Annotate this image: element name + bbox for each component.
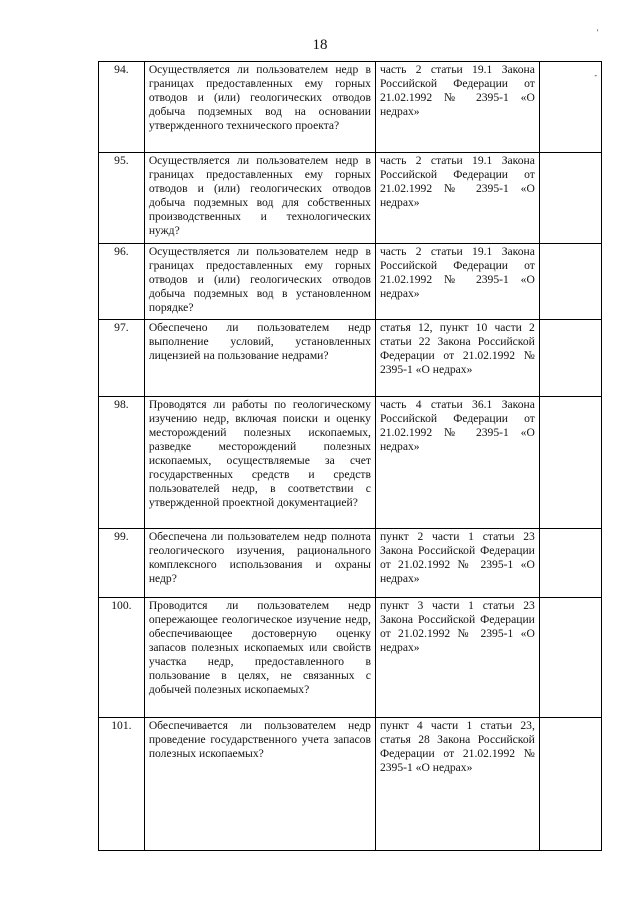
table-row <box>99 244 602 320</box>
table-row <box>99 598 602 718</box>
empty-cell <box>539 244 601 320</box>
empty-cell <box>539 598 601 718</box>
empty-cell <box>539 529 601 598</box>
checklist-table <box>98 61 602 851</box>
legal-reference-cell: часть 2 статьи 19.1 Закона Российской Федерации от 21.02.1992 № 2395-1 «О недрах» <box>375 244 539 320</box>
empty-cell <box>539 62 601 153</box>
question-cell: Осуществляется ли пользователем недр в границах предоставленных ему горных отводов и (или) геологических отводов добыча подземных вод для собственных производственных и технологических нужд? <box>144 153 375 244</box>
row-number: 99. <box>99 529 145 598</box>
legal-reference-cell: часть 2 статьи 19.1 Закона Российской Федерации от 21.02.1992 № 2395-1 «О недрах» <box>375 62 539 153</box>
legal-reference-cell: пункт 2 части 1 статьи 23 Закона Российской Федерации от 21.02.1992 № 2395-1 «О недрах» <box>375 529 539 598</box>
empty-cell <box>539 718 601 851</box>
row-number: 94. <box>99 62 145 153</box>
corner-mark: ' <box>597 28 599 37</box>
table-row <box>99 397 602 529</box>
question-cell: Обеспечено ли пользователем недр выполнение условий, установленных лицензией на пользование недрами? <box>144 320 375 397</box>
legal-reference-cell: статья 12, пункт 10 части 2 статьи 22 Закона Российской Федерации от 21.02.1992 № 2395-1 «О недрах» <box>375 320 539 397</box>
question-cell: Проводится ли пользователем недр опережающее геологическое изучение недр, обеспечивающее достоверную оценку запасов полезных ископаемых или свойств участка недр, предоставленного в пользование в целях, не связанных с добычей полезных ископаемых? <box>144 598 375 718</box>
legal-reference-cell: пункт 3 части 1 статьи 23 Закона Российской Федерации от 21.02.1992 № 2395-1 «О недрах» <box>375 598 539 718</box>
table-row <box>99 62 602 153</box>
empty-cell <box>539 320 601 397</box>
table-row <box>99 320 602 397</box>
legal-reference-cell: пункт 4 части 1 статьи 23, статья 28 Закона Российской Федерации от 21.02.1992 № 2395-1 «О недрах» <box>375 718 539 851</box>
question-cell: Обеспечена ли пользователем недр полнота геологического изучения, рационального комплексного использования и охраны недр? <box>144 529 375 598</box>
page-number: 18 <box>312 37 328 53</box>
empty-cell <box>539 397 601 529</box>
question-cell: Осуществляется ли пользователем недр в границах предоставленных ему горных отводов и (или) геологических отводов добыча подземных вод на основании утвержденного технического проекта? <box>144 62 375 153</box>
question-cell: Проводятся ли работы по геологическому изучению недр, включая поиски и оценку месторождений полезных ископаемых, разведке месторождений полезных ископаемых, осуществляемые за счет государственных средств и средств пользователей недр, в соответствии с утвержденной проектной документацией? <box>144 397 375 529</box>
row-number: 98. <box>99 397 145 529</box>
table-row <box>99 718 602 851</box>
row-number: 97. <box>99 320 145 397</box>
row-number: 101. <box>99 718 145 851</box>
question-cell: Обеспечивается ли пользователем недр проведение государственного учета запасов полезных ископаемых? <box>144 718 375 851</box>
row-number: 96. <box>99 244 145 320</box>
question-cell: Осуществляется ли пользователем недр в границах предоставленных ему горных отводов и (или) геологических отводов добыча подземных вод в установленном порядке? <box>144 244 375 320</box>
cell-mark: - <box>594 71 597 80</box>
legal-reference-cell: часть 2 статьи 19.1 Закона Российской Федерации от 21.02.1992 № 2395-1 «О недрах» <box>375 153 539 244</box>
row-number: 100. <box>99 598 145 718</box>
row-number: 95. <box>99 153 145 244</box>
empty-cell <box>539 153 601 244</box>
legal-reference-cell: часть 4 статьи 36.1 Закона Российской Федерации от 21.02.1992 № 2395-1 «О недрах» <box>375 397 539 529</box>
table-row <box>99 153 602 244</box>
table-row <box>99 529 602 598</box>
